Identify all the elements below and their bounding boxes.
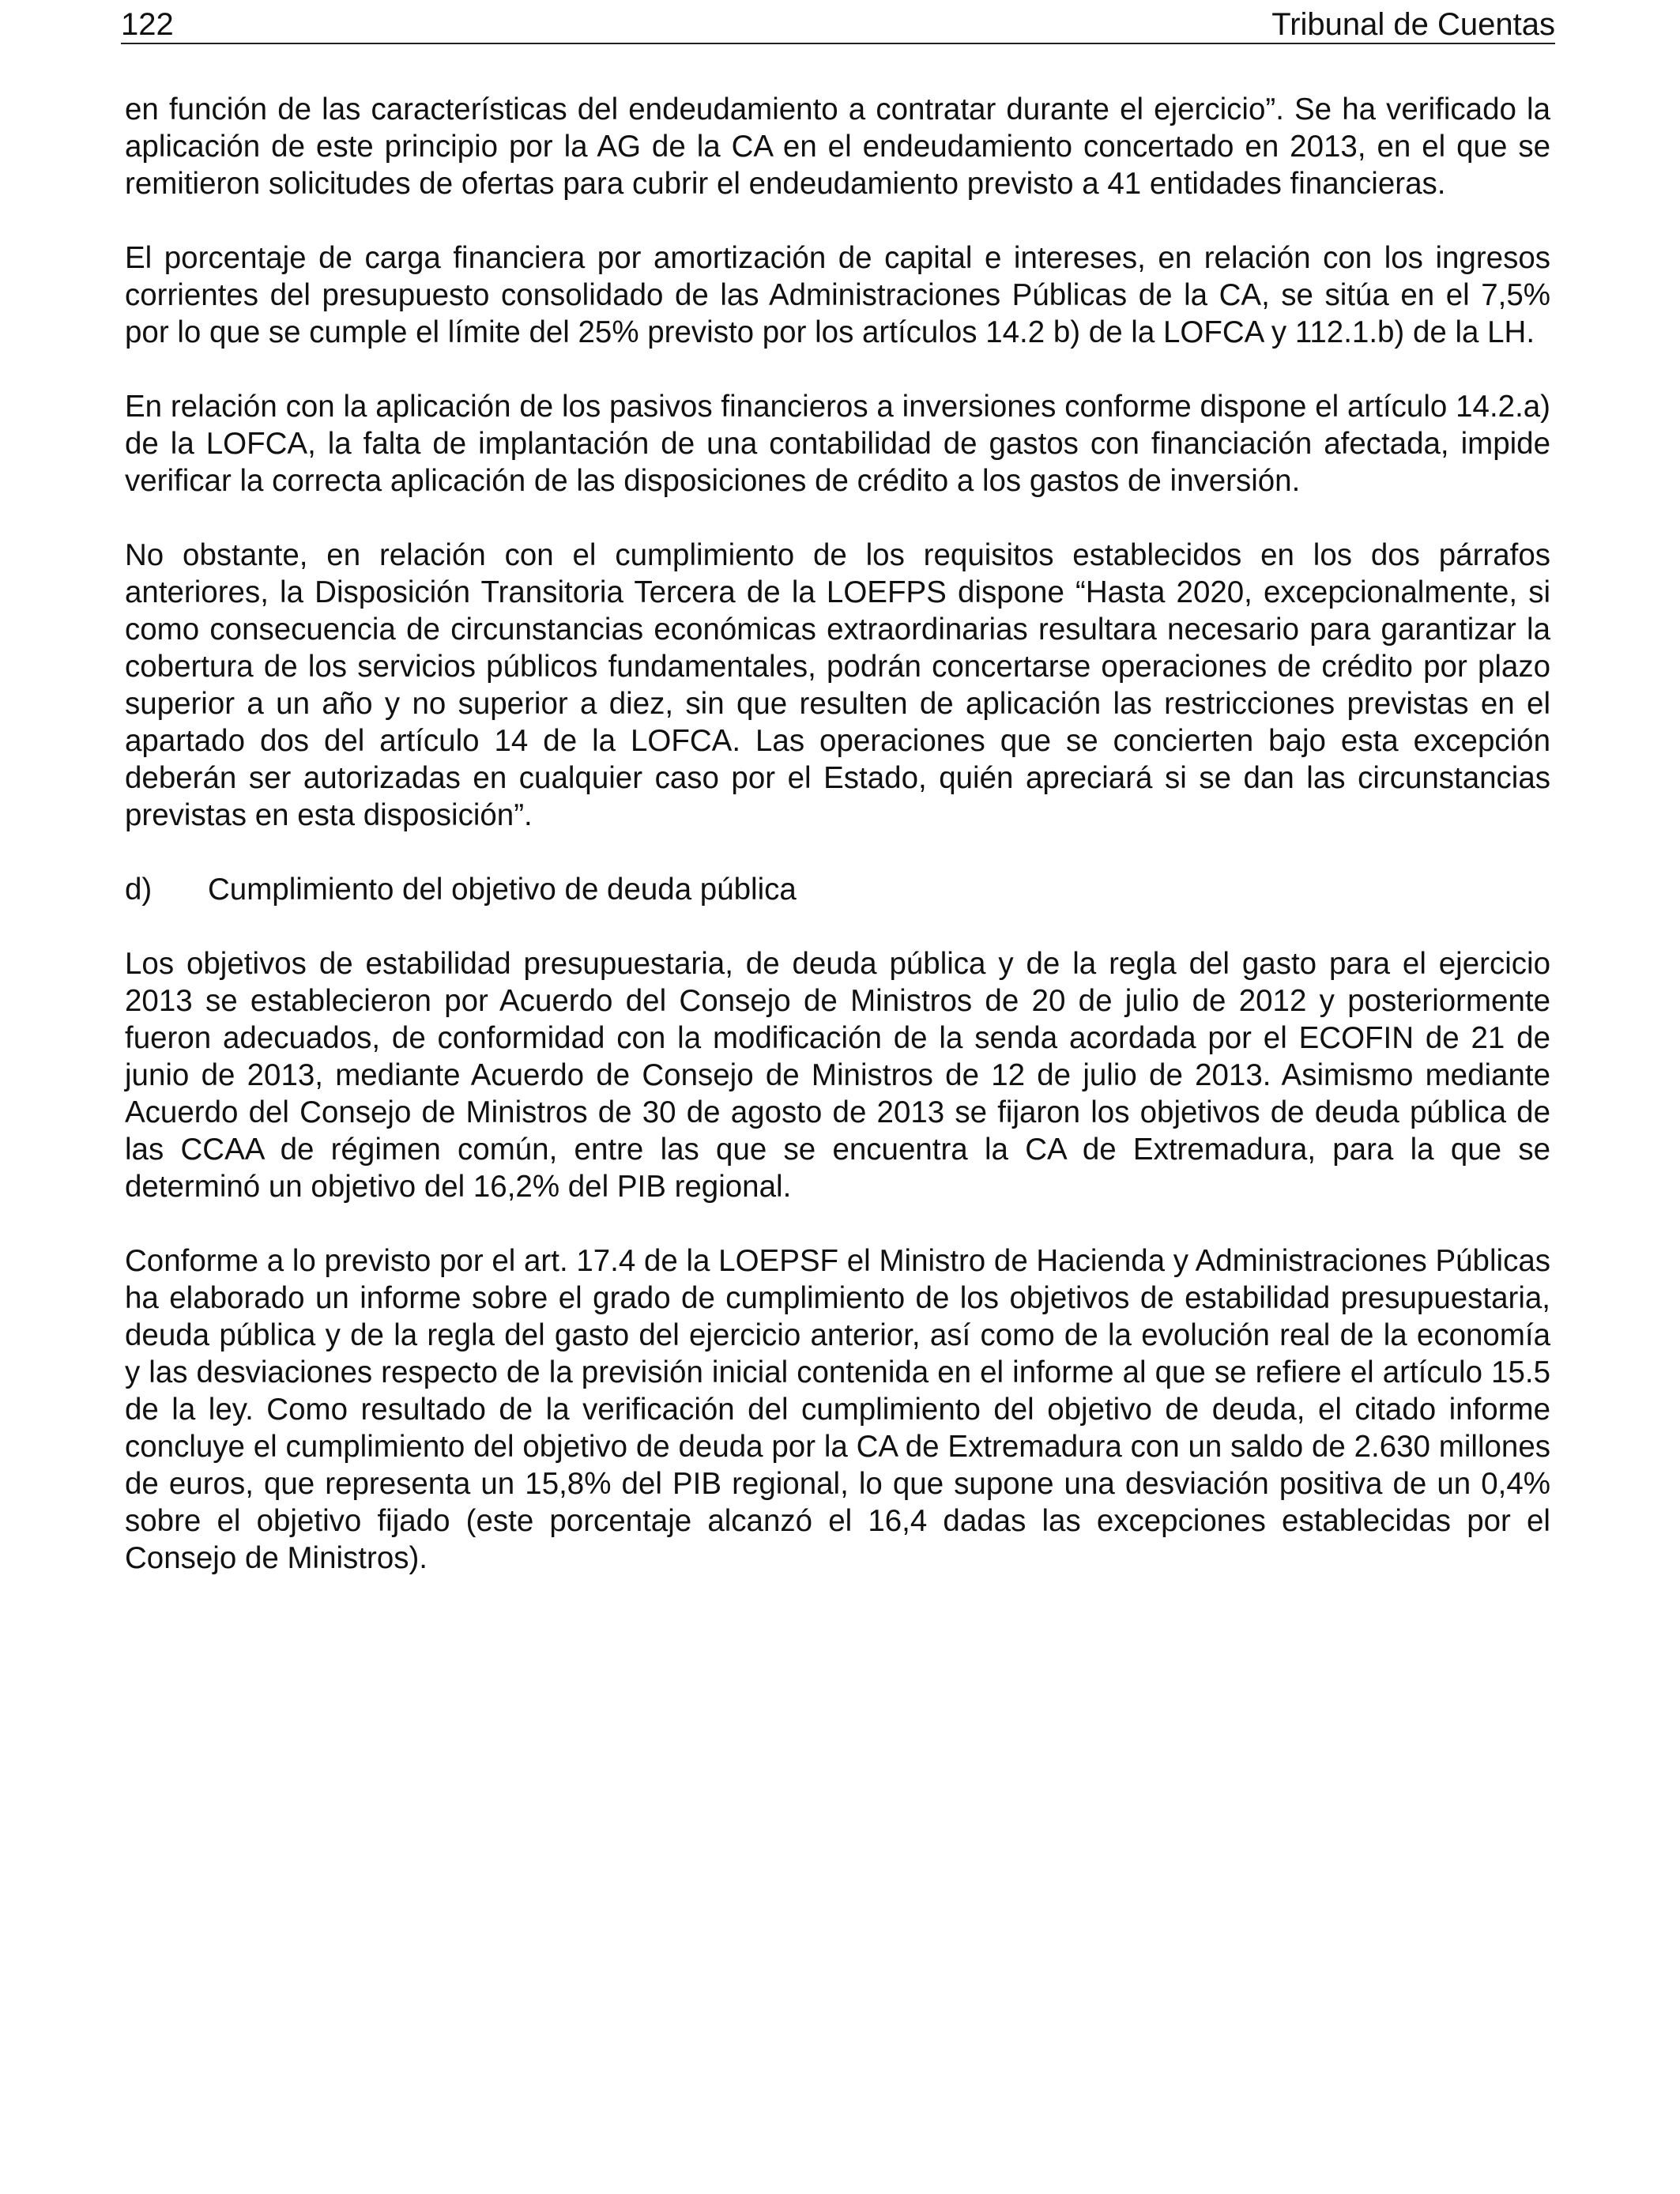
paragraph: Los objetivos de estabilidad presupuestaria, de deuda pública y de la regla del gasto para el ejercicio 2013 se establecieron por Acuerdo del Consejo de Ministros de 20 de julio de 2012 y posteriormente fueron adecuados, de conformidad con la modificación de la senda acordada por el ECOFIN de 21 de junio de 2013, mediante Acuerdo de Consejo de Ministros de 12 de julio de 2013. Asimismo mediante Acuerdo del Consejo de Ministros de 30 de agosto de 2013 se fijaron los objetivos de deuda pública de las CCAA de régimen común, entre las que se encuentra la CA de Extremadura, para la que se determinó un objetivo del 16,2% del PIB regional. [125,947,1550,1204]
paragraph: Conforme a lo previsto por el art. 17.4 de la LOEPSF el Ministro de Hacienda y Administraciones Públicas ha elaborado un informe sobre el grado de cumplimiento de los objetivos de estabilidad presupuestaria, deuda pública y de la regla del gasto del ejercicio anterior, así como de la evolución real de la economía y las desviaciones respecto de la previsión inicial contenida en el informe al que se refiere el artículo 15.5 de la ley. Como resultado de la verificación del cumplimiento del objetivo de deuda, el citado informe concluye el cumplimiento del objetivo de deuda por la CA de Extremadura con un saldo de 2.630 millones de euros, que representa un 15,8% del PIB regional, lo que supone una desviación positiva de un 0,4% sobre el objetivo fijado (este porcentaje alcanzó el 16,4 dadas las excepciones establecidas por el Consejo de Ministros). [125,1244,1550,1575]
paragraph: El porcentaje de carga financiera por amortización de capital e intereses, en relación con los ingresos corrientes del presupuesto consolidado de las Administraciones Públicas de la CA, se sitúa en el 7,5% por lo que se cumple el límite del 25% previsto por los artículos 14.2 b) de la LOFCA y 112.1.b) de la LH. [125,241,1550,349]
paragraph: No obstante, en relación con el cumplimiento de los requisitos establecidos en los dos párrafos anteriores, la Disposición Transitoria Tercera de la LOEFPS dispone “Hasta 2020, excepcionalmente, si como consecuencia de circunstancias económicas extraordinarias resultara necesario para garantizar la cobertura de los servicios públicos fundamentales, podrán concertarse operaciones de crédito por plazo superior a un año y no superior a diez, sin que resulten de aplicación las restricciones previstas en el apartado dos del artículo 14 de la LOFCA. Las operaciones que se concierten bajo esta excepción deberán ser autorizadas en cualquier caso por el Estado, quién apreciará si se dan las circunstancias previstas en esta disposición”. [125,538,1550,832]
paragraph: En relación con la aplicación de los pasivos financieros a inversiones conforme dispone el artículo 14.2.a) de la LOFCA, la falta de implantación de una contabilidad de gastos con financiación afectada, impide verificar la correcta aplicación de las disposiciones de crédito a los gastos de inversión. [125,390,1550,498]
section-title: Cumplimiento del objetivo de deuda pública [208,873,797,907]
document-body [125,91,1550,1614]
section-marker: d) [125,873,153,907]
running-title: Tribunal de Cuentas [1271,7,1555,42]
page-number: 122 [121,7,174,42]
page-header [121,6,1555,44]
paragraph: en función de las características del endeudamiento a contratar durante el ejercicio”. Se ha verificado la aplicación de este principio por la AG de la CA en el endeudamiento concertado en 2013, en el que se remitieron solicitudes de ofertas para cubrir el endeudamiento previsto a 41 entidades financieras. [125,92,1550,201]
section-heading [125,871,1550,908]
